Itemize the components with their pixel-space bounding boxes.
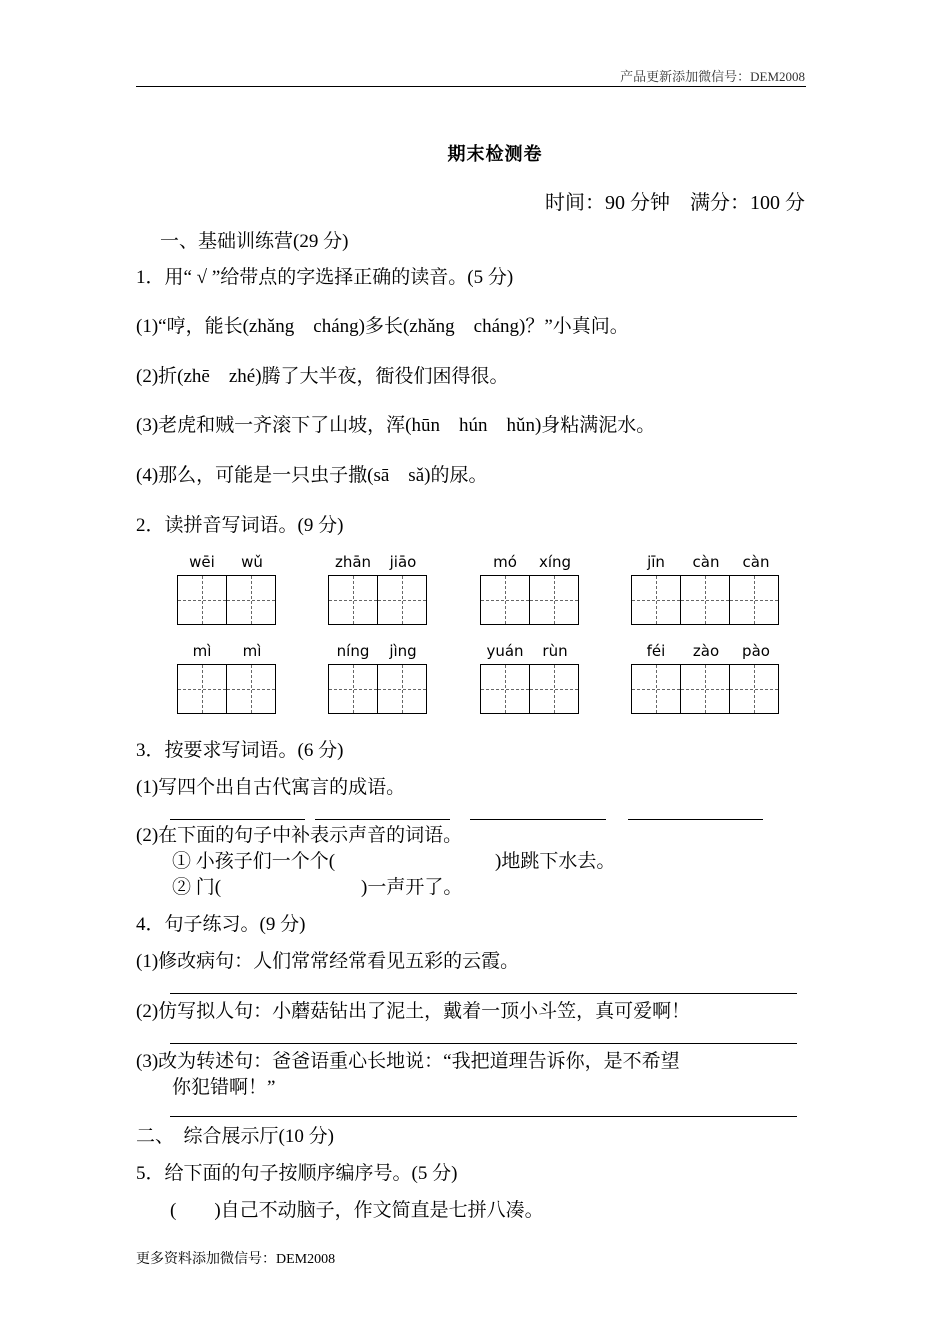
writing-cell[interactable]: [680, 575, 730, 625]
pinyin-label: càn: [742, 553, 770, 571]
section-1-title: 一、基础训练营(29 分): [160, 231, 349, 252]
pinyin-label: càn: [692, 553, 720, 571]
time-info: 时间：90 分钟 满分：100 分: [545, 192, 805, 214]
pinyin-label: wǔ: [241, 553, 263, 571]
pinyin-label: wēi: [189, 553, 215, 571]
answer-line-2[interactable]: [170, 1043, 797, 1044]
writing-cell[interactable]: [631, 575, 681, 625]
q2-title: 2．读拼音写词语。(9 分): [136, 515, 344, 536]
pinyin-label: mì: [192, 642, 212, 660]
q3-title: 3．按要求写词语。(6 分): [136, 740, 344, 761]
writing-cell[interactable]: [377, 664, 427, 714]
pinyin-label: zhān: [334, 553, 372, 571]
q5-title: 5．给下面的句子按顺序编序号。(5 分): [136, 1163, 458, 1184]
q3-sentence-1-pre: ① 小孩子们一个个(: [172, 851, 336, 872]
pinyin-label: yuán: [486, 642, 524, 660]
pinyin-label: níng: [336, 642, 370, 660]
answer-line-3[interactable]: [170, 1116, 797, 1117]
pinyin-label: pào: [742, 642, 770, 660]
pinyin-label: rùn: [542, 642, 568, 660]
writing-cell[interactable]: [529, 664, 579, 714]
writing-cell[interactable]: [177, 664, 227, 714]
q4-item-3: (3)改为转述句：爸爸语重心长地说：“我把道理告诉你，是不希望: [136, 1051, 680, 1072]
pinyin-label: jiāo: [389, 553, 417, 571]
pinyin-label: jìng: [389, 642, 417, 660]
pinyin-label: féi: [646, 642, 666, 660]
pinyin-label: zào: [692, 642, 720, 660]
writing-cell[interactable]: [631, 664, 681, 714]
q1-item-3: (3)老虎和贼一齐滚下了山坡，浑(hūn hún hǔn)身粘满泥水。: [136, 415, 656, 436]
q1-title: 1．用“ √ ”给带点的字选择正确的读音。(5 分): [136, 267, 514, 288]
pinyin-label: jīn: [647, 553, 665, 571]
page-title: 期末检测卷: [447, 144, 543, 164]
pinyin-label: mì: [242, 642, 262, 660]
writing-cell[interactable]: [226, 664, 276, 714]
section-2-title: 二、 综合展示厅(10 分): [136, 1126, 334, 1147]
answer-line-1[interactable]: [170, 993, 797, 994]
writing-cell[interactable]: [480, 664, 530, 714]
footer-note: 更多资料添加微信号：DEM2008: [136, 1252, 336, 1267]
q4-item-2: (2)仿写拟人句：小蘑菇钻出了泥土，戴着一顶小斗笠，真可爱啊！: [136, 1001, 691, 1022]
pinyin-label: xíng: [538, 553, 572, 571]
q4-title: 4．句子练习。(9 分): [136, 914, 306, 935]
writing-cell[interactable]: [729, 575, 779, 625]
writing-cell[interactable]: [328, 664, 378, 714]
header-note: 产品更新添加微信号：DEM2008: [620, 69, 805, 84]
q3-item-2: (2)在下面的句子中补表示声音的词语。: [136, 825, 463, 846]
writing-cell[interactable]: [377, 575, 427, 625]
pinyin-label: mó: [493, 553, 517, 571]
writing-cell[interactable]: [328, 575, 378, 625]
writing-cell[interactable]: [177, 575, 227, 625]
q3-sentence-2-pre: ② 门(: [172, 877, 222, 898]
q3-item-1: (1)写四个出自古代寓言的成语。: [136, 777, 406, 798]
q3-sentence-2-post: )一声开了。: [361, 877, 463, 898]
idiom-blank-4[interactable]: [628, 819, 763, 820]
q5-item-1: ( )自己不动脑子，作文简直是七拼八凑。: [170, 1200, 544, 1221]
writing-cell[interactable]: [226, 575, 276, 625]
writing-cell[interactable]: [480, 575, 530, 625]
q3-sentence-1-post: )地跳下水去。: [495, 851, 616, 872]
writing-cell[interactable]: [729, 664, 779, 714]
header-rule: [136, 86, 806, 87]
q1-item-2: (2)折(zhē zhé)腾了大半夜，衙役们困得很。: [136, 366, 509, 387]
idiom-blank-3[interactable]: [470, 819, 606, 820]
q4-item-1: (1)修改病句：人们常常经常看见五彩的云霞。: [136, 951, 520, 972]
q1-item-4: (4)那么，可能是一只虫子撒(sā sǎ)的尿。: [136, 465, 488, 486]
q1-item-1: (1)“哼，能长(zhǎng cháng)多长(zhǎng cháng)？”小真问。: [136, 316, 629, 337]
writing-cell[interactable]: [529, 575, 579, 625]
q4-item-3-cont: 你犯错啊！”: [172, 1077, 276, 1098]
writing-cell[interactable]: [680, 664, 730, 714]
